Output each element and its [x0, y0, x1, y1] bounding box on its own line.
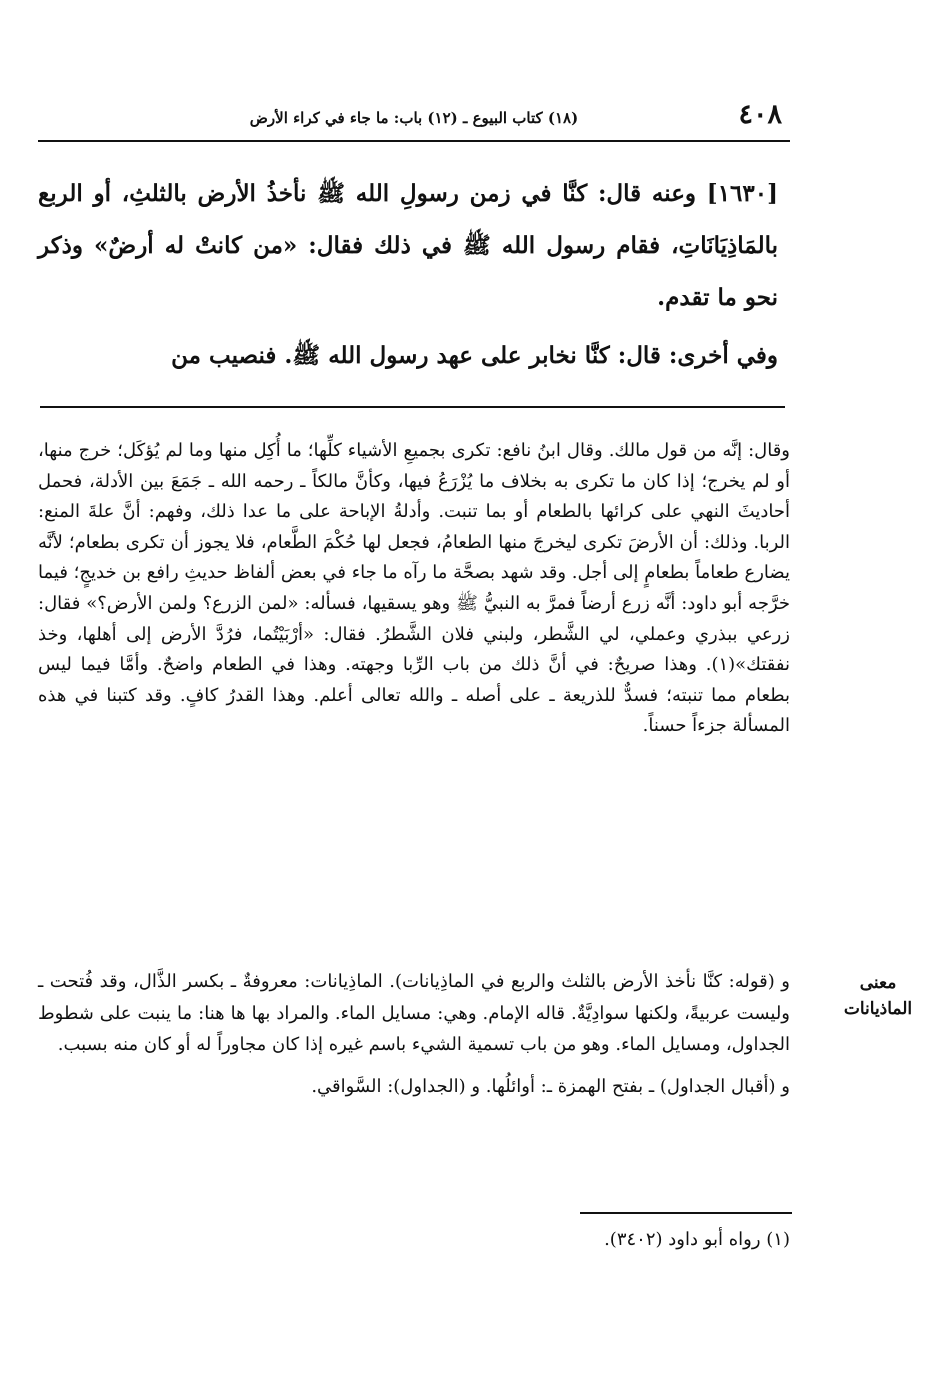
footnote: [38, 1226, 790, 1254]
header-rule: [38, 140, 790, 142]
page-header: [38, 98, 790, 138]
margin-heading: [830, 970, 926, 1022]
commentary-text: [38, 436, 790, 742]
running-head: (١٨) كتاب البيوع ـ (١٢) باب: ما جاء في كراء الأرض: [249, 109, 579, 127]
notes-paragraph: و (أقبال الجداول) ـ بفتح الهمزة ـ: أوائلُها. و (الجداول): السَّواقي.: [311, 1075, 790, 1097]
margin-heading-line: معنى: [859, 973, 897, 993]
notes-text: [38, 966, 790, 1102]
footnote-text: (١) رواه أبو داود (٣٤٠٢).: [604, 1229, 790, 1250]
footnote-rule: [580, 1212, 792, 1214]
margin-heading-line: الماذيانات: [843, 999, 913, 1019]
hadith-paragraph: [١٦٣٠] وعنه قال: كنَّا في زمن رسولِ الله ﷺ نأخذُ الأرض بالثلثِ، أو الربع بالمَاذِيَانَاتِ، فقام رسول الله ﷺ في ذلك فقال: «من كانتْ له أرضٌ» وذكر نحو ما تقدم.: [38, 180, 778, 311]
notes-paragraph: و (قوله: كنَّا نأخذ الأرض بالثلث والربع في الماذِيانات). الماذِيانات: معروفةٌ ـ بكسر الذَّال، وقد فُتحت ـ وليست عربيةً، ولكنها سوادِيَّةٌ. قاله الإمام. وهي: مسايل الماء. والمراد بها ها هنا: ما ينبت على شطوط الجداول، ومسايل الماء. وهو من باب تسمية الشيء باسم غيره إذا كان مجاوراً له أو كان منه بسبب.: [38, 971, 790, 1055]
commentary-paragraph: وقال: إنَّه من قول مالك. وقال ابنُ نافع: تكرى بجميعِ الأشياء كلِّها؛ ما أُكِل منها وما لم يُؤكَل؛ خرج منها، أو لم يخرج؛ إذا كان ما تكرى به بخلاف ما يُزْرَعُ فيها، وكأنَّ مالكاً ـ رحمه الله ـ جَمَعَ بين الأدلة، فحمل أحاديثَ النهي على كرائها بالطعام أو بما تنبت. وأدلةُ الإباحة على ما عدا ذلك، وفهم: أنَّ علةَ المنع: الربا. وذلك: أن الأرضَ تكرى ليخرجَ منها الطعامُ، فجعل لها حُكْمَ الطَّعام، فلا يجوز أن تكرى بطعام؛ لأنَّه يضارع طعاماً بطعامٍ إلى أجل. وقد شهد بصحَّة ما رآه ما جاء في بعض ألفاظ حديثِ رافع بن خديجٍ؛ فيما خرَّجه أبو داود: أنَّه زرع أرضاً فمرَّ به النبيُّ ﷺ وهو يسقيها، فسأله: «لمن الزرع؟ ولمن الأرض؟» فقال: زرعي ببذري وعملي، لي الشَّطر، ولبني فلان الشَّطرُ. فقال: «أرْبَيْتُما، فرُدَّ الأرض إلى أهلها، وخذ نفقتك»(١). وهذا صريحٌ: في أنَّ ذلك من باب الرِّبا وجهته. وهذا في الطعام واضحٌ. وأمَّا فيما ليس بطعام مما تنبته؛ فسدٌّ للذريعة ـ على أصله ـ والله تعالى أعلم. وهذا القدرُ كافٍ. وقد كتبنا في هذه المسألة جزءاً حسناً.: [38, 440, 790, 737]
hadith-text: [38, 168, 778, 382]
section-divider: [40, 406, 785, 408]
page-number: ٤٠٨: [738, 99, 782, 130]
hadith-paragraph: وفي أخرى: قال: كنَّا نخابر على عهد رسول الله ﷺ. فنصيب من: [171, 342, 778, 369]
